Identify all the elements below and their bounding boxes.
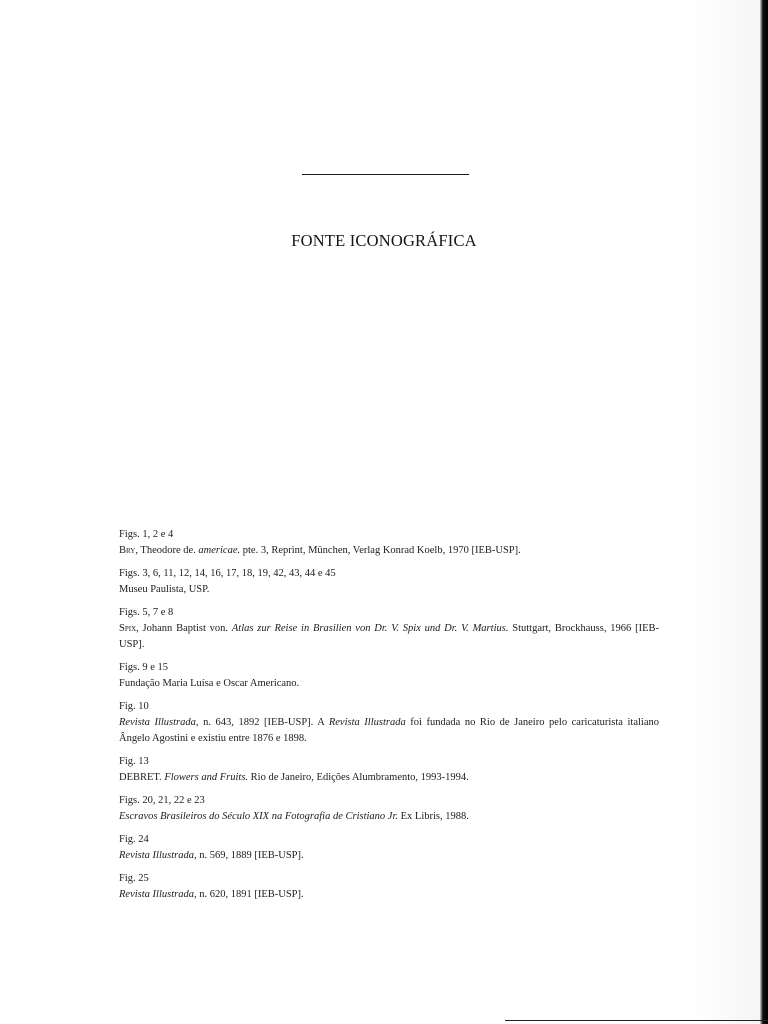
scan-border: [760, 0, 768, 1024]
source-citation: Fundação Maria Luísa e Oscar Americano.: [119, 678, 300, 689]
citation-text: , n. 643, 1892 [IEB-USP]. A: [195, 717, 329, 728]
citation-details: Ex Libris, 1988.: [398, 811, 469, 822]
citation-details: foi fundada no Rio de Janeiro pelo caricaturista italiano Ângelo Agostini e existiu entre 1876 e 1898.: [119, 717, 659, 744]
figure-reference: Figs. 5, 7 e 8: [119, 607, 174, 618]
source-citation: [119, 848, 659, 864]
source-citation: Museu Paulista, USP.: [119, 584, 210, 595]
citation-details: pte. 3, Reprint, München, Verlag Konrad Koelb, 1970 [IEB-USP].: [240, 545, 521, 556]
list-item: [119, 605, 659, 653]
title-rule: [302, 174, 469, 175]
list-item: [119, 832, 659, 864]
figure-reference: Fig. 24: [119, 834, 149, 845]
list-item: [119, 871, 659, 903]
author-name: Spix: [119, 623, 137, 634]
source-citation: [119, 809, 659, 825]
citation-details: Stuttgart, Brockhauss, 1966 [IEB-USP].: [119, 623, 659, 650]
work-title: Atlas zur Reise in Brasilien von Dr. V. Spix und Dr. V. Martius.: [231, 623, 509, 634]
work-title-2: Revista Illustrada: [328, 717, 406, 728]
work-title: Escravos Brasileiros do Século XIX na Fotografia de Cristiano Jr.: [119, 811, 399, 822]
figure-reference: Figs. 9 e 15: [119, 662, 169, 673]
source-citation: [119, 770, 659, 786]
list-item: [119, 660, 659, 692]
scan-bottom-edge: [505, 1020, 768, 1021]
list-item: [119, 699, 659, 747]
list-item: [119, 566, 659, 598]
figure-reference: Fig. 10: [119, 701, 149, 712]
citation-text: , Theodore de.: [135, 545, 199, 556]
source-citation: [119, 621, 659, 653]
citation-details: Rio de Janeiro, Edições Alumbramento, 1993-1994.: [248, 772, 469, 783]
author-name: DEBRET.: [119, 772, 165, 783]
work-title: Revista Illustrada: [119, 850, 194, 861]
page-title: FONTE ICONOGRÁFICA: [291, 231, 477, 250]
list-item: [119, 793, 659, 825]
source-citation: [119, 887, 659, 903]
figure-sources-list: [119, 527, 659, 910]
figure-reference: Figs. 1, 2 e 4: [119, 529, 174, 540]
work-title: americae.: [198, 545, 241, 556]
source-citation: [119, 543, 659, 559]
figure-reference: Figs. 3, 6, 11, 12, 14, 16, 17, 18, 19, 42, 43, 44 e 45: [119, 568, 336, 579]
figure-reference: Fig. 13: [119, 756, 149, 767]
work-title: Revista Illustrada: [119, 717, 196, 728]
list-item: [119, 527, 659, 559]
citation-details: , n. 569, 1889 [IEB-USP].: [193, 850, 304, 861]
figure-reference: Figs. 20, 21, 22 e 23: [119, 795, 205, 806]
figure-reference: Fig. 25: [119, 873, 149, 884]
author-name: Bry: [119, 545, 136, 556]
citation-details: , n. 620, 1891 [IEB-USP].: [193, 889, 304, 900]
citation-text: , Johann Baptist von.: [136, 623, 232, 634]
source-citation: [119, 715, 659, 747]
work-title: Flowers and Fruits.: [164, 772, 249, 783]
page-edge-shadow: [690, 0, 760, 1024]
list-item: [119, 754, 659, 786]
work-title: Revista Illustrada: [119, 889, 194, 900]
